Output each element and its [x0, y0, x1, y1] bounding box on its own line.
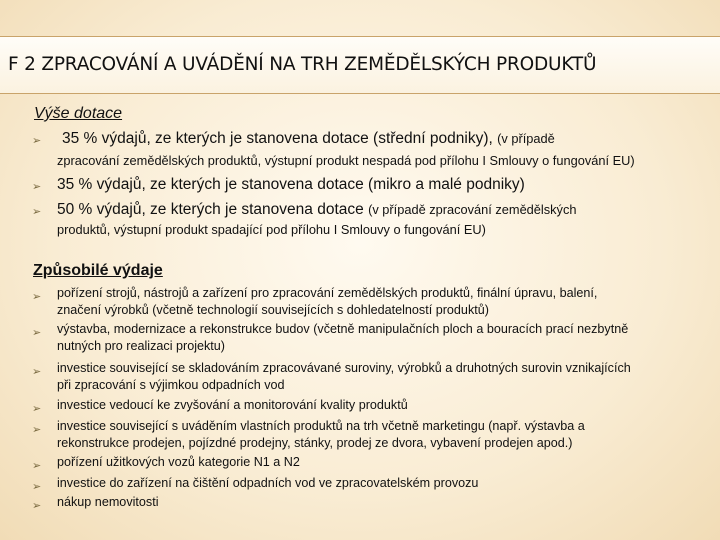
- subsidy-item-1-cont: zpracování zemědělských produktů, výstupní produkt nespadá pod přílohu I Smlouvy o fungování EU): [57, 153, 635, 168]
- bullet-arrow-icon: ➢: [32, 403, 42, 415]
- title-bar: [0, 36, 720, 94]
- bullet-arrow-icon: ➢: [32, 327, 42, 339]
- subsidy-item-1: [62, 130, 555, 148]
- eligible-item-2-line2: nutných pro realizaci projektu): [57, 339, 225, 353]
- eligible-item-3-line2: při zpracování s výjimkou odpadních vod: [57, 378, 285, 392]
- bullet-arrow-icon: ➢: [32, 424, 42, 436]
- bullet-arrow-icon: ➢: [32, 366, 42, 378]
- bullet-arrow-icon: ➢: [32, 135, 42, 147]
- bullet-arrow-icon: ➢: [32, 291, 42, 303]
- page-title: F 2 ZPRACOVÁNÍ A UVÁDĚNÍ NA TRH ZEMĚDĚLSKÝCH PRODUKTŮ: [8, 54, 597, 75]
- eligible-item-3-line1: investice související se skladováním zpracovávané suroviny, výrobků a druhotných surovin vznikajících: [57, 361, 631, 375]
- eligible-item-5-line1: investice související s uváděním vlastních produktů na trh včetně marketingu (např. výstavba a: [57, 419, 585, 433]
- section-heading-eligible-costs: Způsobilé výdaje: [33, 262, 163, 279]
- eligible-item-1-line2: značení výrobků (včetně technologií souvisejících s dohledatelností produktů): [57, 303, 489, 317]
- section-heading-subsidy-amount: Výše dotace: [34, 105, 123, 122]
- bullet-arrow-icon: ➢: [32, 206, 42, 218]
- subsidy-item-3: [57, 201, 576, 219]
- subsidy-item-3-cont: produktů, výstupní produkt spadající pod přílohu I Smlouvy o fungování EU): [57, 222, 486, 237]
- bullet-arrow-icon: ➢: [32, 500, 42, 512]
- subsidy-item-3-main: 50 % výdajů, ze kterých je stanovena dotace: [57, 201, 364, 218]
- eligible-item-2-line1: výstavba, modernizace a rekonstrukce budov (včetně manipulačních ploch a bouracích prací nezbytně: [57, 322, 629, 336]
- subsidy-item-2: 35 % výdajů, ze kterých je stanovena dotace (mikro a malé podniky): [57, 176, 525, 193]
- eligible-item-1-line1: pořízení strojů, nástrojů a zařízení pro zpracování zemědělských produktů, finální úpravu, balení,: [57, 286, 598, 300]
- eligible-item-6: pořízení užitkových vozů kategorie N1 a N2: [57, 455, 300, 469]
- bullet-arrow-icon: ➢: [32, 481, 42, 493]
- subsidy-item-1-main: 35 % výdajů, ze kterých je stanovena dotace (střední podniky),: [62, 130, 493, 147]
- subsidy-item-1-note: (v případě: [497, 131, 555, 146]
- eligible-item-8: nákup nemovitosti: [57, 495, 159, 509]
- eligible-item-4: investice vedoucí ke zvyšování a monitorování kvality produktů: [57, 398, 408, 412]
- eligible-item-5-line2: rekonstrukce prodejen, pojízdné prodejny, stánky, prodej ze dvora, vybavení prodejen apod.): [57, 436, 573, 450]
- eligible-item-7: investice do zařízení na čištění odpadních vod ve zpracovatelském provozu: [57, 476, 479, 490]
- subsidy-item-3-note: (v případě zpracování zemědělských: [368, 202, 577, 217]
- bullet-arrow-icon: ➢: [32, 460, 42, 472]
- bullet-arrow-icon: ➢: [32, 181, 42, 193]
